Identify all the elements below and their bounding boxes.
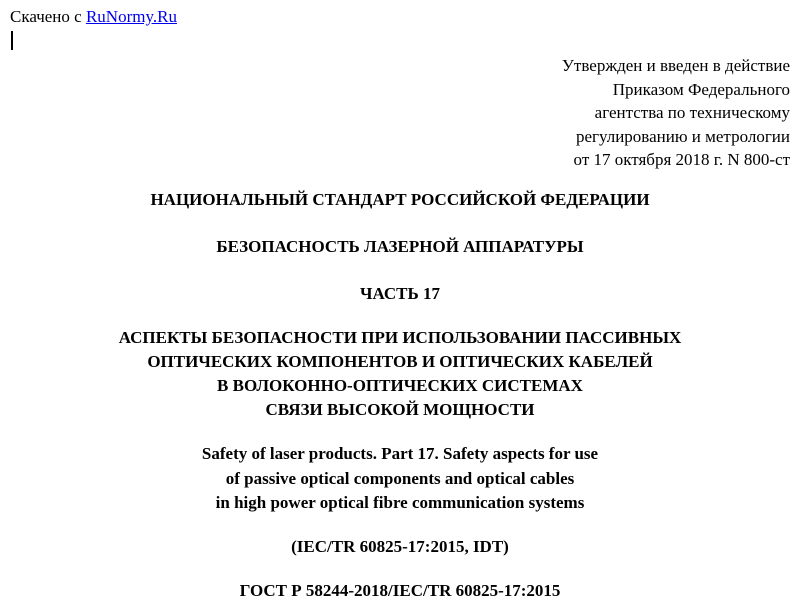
approval-block	[562, 54, 790, 172]
approval-line: Утвержден и введен в действие	[561, 56, 790, 75]
title-ru-line: В ВОЛОКОННО-ОПТИЧЕСКИХ СИСТЕМАХ	[217, 376, 583, 395]
approval-line: от 17 октября 2018 г. N 800-ст	[573, 150, 790, 169]
iec-reference: (IEC/TR 60825-17:2015, IDT)	[291, 537, 509, 556]
gost-number: ГОСТ Р 58244-2018/IEC/TR 60825-17:2015	[239, 581, 561, 600]
title-ru-line: СВЯЗИ ВЫСОКОЙ МОЩНОСТИ	[265, 400, 535, 419]
title-en-line: of passive optical components and optical cables	[225, 468, 575, 488]
downloaded-prefix: Скачено с	[10, 7, 86, 26]
approval-line: Приказом Федерального	[612, 79, 790, 99]
title-ru-line: ОПТИЧЕСКИХ КОМПОНЕНТОВ И ОПТИЧЕСКИХ КАБЕЛЕЙ	[147, 352, 653, 371]
title-en-line: in high power optical fibre communication systems	[215, 493, 585, 512]
title-en	[0, 442, 800, 516]
approval-line: агентства по техническому	[594, 103, 790, 122]
title-en-line: Safety of laser products. Part 17. Safety aspects for use	[201, 444, 599, 463]
standard-type-heading: НАЦИОНАЛЬНЫЙ СТАНДАРТ РОССИЙСКОЙ ФЕДЕРАЦИИ	[150, 190, 650, 209]
title-ru-line: АСПЕКТЫ БЕЗОПАСНОСТИ ПРИ ИСПОЛЬЗОВАНИИ ПАССИВНЫХ	[118, 328, 682, 347]
part-heading: ЧАСТЬ 17	[359, 284, 440, 303]
approval-line: регулированию и метрологии	[575, 126, 790, 146]
source-line	[10, 7, 177, 27]
text-cursor	[11, 31, 13, 50]
series-title: БЕЗОПАСНОСТЬ ЛАЗЕРНОЙ АППАРАТУРЫ	[216, 237, 584, 256]
title-ru	[0, 326, 800, 422]
site-link[interactable]: RuNormy.Ru	[85, 7, 177, 26]
